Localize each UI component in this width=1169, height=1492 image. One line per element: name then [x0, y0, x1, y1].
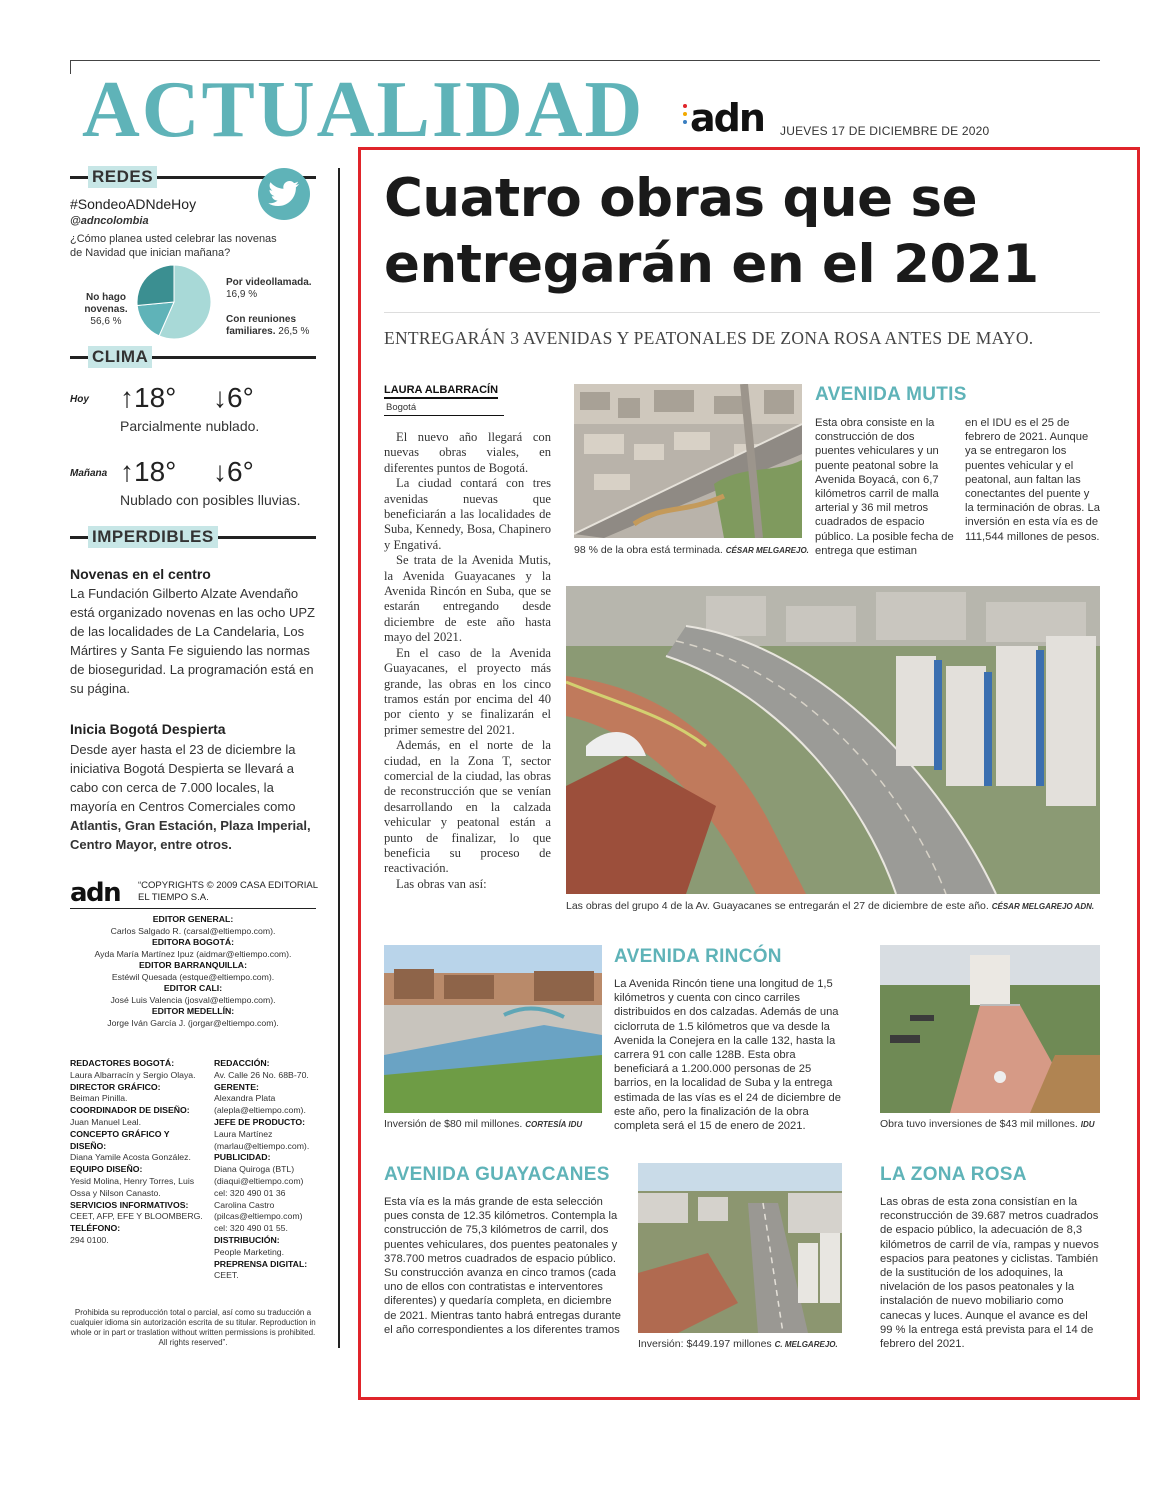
article-lead: El nuevo año llegará con nuevas obras viales, en diferentes puntos de Bogotá. La ciudad contará con tres avenidas nuevas que beneficiarán a las localidades de Suba, Kennedy, Bosa, Chapinero y Engativá. Se trata de la Avenida Mutis, la Avenida Guayacanes y la Avenida Rincón en Suba, que se estarán entregando desde diciembre de este año hasta mayo del 2021. En el caso de la Avenida Guayacanes, el proyecto más grande, las obras en los cinco tramos están por encima del 40 por ciento y se finalizarán el primer semestre del 2021. Además, en el norte de la ciudad, en la Zona T, sector comercial de la ciudad, las obras de reconstrucción que se venían desarrollando en la calzada vehicular y peatonal están a punto de finalizar, lo que beneficia su proceso de reactivación. Las obras van así:: [384, 430, 551, 891]
masthead-legal-notice: Prohibida su reproducción total o parcial, así como su traducción a cualquier idioma sin autorización escrita de su titular. Reproduction in whole or in part or traslation without written permissions is prohibited. All rights reserved”.: [70, 1308, 316, 1347]
mutis-body-col1: Esta obra consiste en la construcción de dos puentes vehiculares y un puente peatonal sobre la Avenida Boyacá, con 6,7 kilómetros carril de malla arterial y 36 mil metros cuadrados de espacio público. La posible fecha de entrega que estiman: [815, 417, 954, 557]
section-title: ACTUALIDAD: [82, 66, 645, 154]
zona-rosa-body: Las obras de esta zona consistían en la reconstrucción de 39.687 metros cuadrados de espacio público, la adecuación de 8,3 kilómetros de carril de vía, rampas y nuevos espacios para peatones y ciclistas. También de la sustitución de los adoquines, la nivelación de los pasos peatonales y la instalación de nuevo mobiliario como canecas y luces. Aunque el avance es del 99 % la entrega está prevista para el 14 de febrero del 2021.: [880, 1196, 1099, 1351]
poll-label-videollamada: Por videollamada. 16,9 %: [226, 277, 312, 300]
clima-tomorrow-description: Nublado con posibles lluvias.: [120, 492, 301, 508]
poll-hashtag: #SondeoADNdeHoy: [70, 196, 197, 212]
article-subheadline: ENTREGARÁN 3 AVENIDAS Y PEATONALES DE ZONA ROSA ANTES DE MAYO.: [384, 328, 1034, 348]
poll-label-reuniones: Con reuniones familiares. 26,5 %: [226, 314, 310, 337]
poll-label-no-novenas: No hago novenas. 56,6 %: [84, 292, 128, 327]
article-location: Bogotá: [386, 402, 417, 413]
pie-slice: [137, 265, 174, 305]
byline-rule: [384, 415, 504, 416]
imperdibles-header: [70, 526, 316, 548]
twitter-bird-icon: [258, 168, 310, 220]
zona-rosa-walkway-photo: [880, 945, 1100, 1113]
issue-date: JUEVES 17 DE DICIEMBRE DE 2020: [780, 124, 990, 138]
rincon-plaza-photo: [384, 945, 602, 1113]
guayacanes-main-caption: Las obras del grupo 4 de la Av. Guayacanes se entregarán el 27 de diciembre de este año. CÉSAR MELGAREJO ADN.: [566, 900, 1095, 912]
imperdibles-label: IMPERDIBLES: [88, 526, 218, 548]
poll-pie-chart: [136, 264, 212, 340]
mutis-title: AVENIDA MUTIS: [815, 384, 967, 405]
rincon-right-caption: Obra tuvo inversiones de $43 mil millones. IDU: [880, 1118, 1095, 1130]
adn-logo-dots-icon: [683, 104, 688, 134]
zona-rosa-title: LA ZONA ROSA: [880, 1164, 1027, 1185]
mutis-body-col2: en el IDU es el 25 de febrero de 2021. Aunque ya se entregaron los puentes vehicular y el peatonal, aun faltan las conectantes del puente y la terminación de obras. La inversión en esta vía es de 111,544 millones de pesos.: [965, 417, 1100, 543]
mutis-aerial-photo: [574, 384, 802, 538]
imperdible-title: Inicia Bogotá Despierta: [70, 721, 226, 737]
adn-logo: adn: [690, 96, 764, 140]
rincon-left-caption: Inversión de $80 mil millones. CORTESÍA IDU: [384, 1118, 583, 1130]
article-byline: LAURA ALBARRACÍN: [384, 384, 498, 399]
guayacanes-road-photo: [638, 1163, 842, 1333]
clima-today-label: Hoy: [70, 394, 89, 405]
guayacanes-aerial-photo: [566, 586, 1100, 894]
clima-tomorrow-high: ↑18°: [120, 456, 177, 487]
guayacanes-caption: Inversión: $449.197 millones C. MELGAREJO.: [638, 1338, 838, 1350]
poll-question: ¿Cómo planea usted celebrar las novenas de Navidad que inician mañana?: [70, 233, 277, 259]
clima-tomorrow-low: ↓6°: [213, 456, 254, 487]
masthead-copyright: “COPYRIGHTS © 2009 CASA EDITORIAL EL TIEMPO S.A.: [138, 880, 318, 903]
clima-header: [70, 346, 316, 368]
clima-today-high: ↑18°: [120, 382, 177, 413]
top-rule: [70, 60, 1100, 61]
rincon-body: La Avenida Rincón tiene una longitud de 1,5 kilómetros y cuenta con cinco carriles distribuidos en dos calzadas. Además de una ciclorruta de 1.5 kilómetros que va desde la Avenida la Conejera en la calle 132, hasta la carrera 91 con calle 128B. Esta obra beneficiará a 1.200.000 personas de 25 barrios, en la localidad de Suba y la entrega estimada de las vías es el 24 de diciembre de este año, pero la finalización de la obra completa será el 15 de enero de 2021.: [614, 978, 841, 1133]
masthead-editors: EDITOR GENERAL: Carlos Salgado R. (carsal@eltiempo.com). EDITORA BOGOTÁ: Ayda María Martínez Ipuz (aidmar@eltiempo.com). EDITOR BARRANQUILLA: Estéwil Quesada (estque@eltiempo.com). EDITOR CALI: José Luis Valencia (josval@eltiempo.com). EDITOR MEDELLÍN: Jorge Iván García J. (jorgar@eltiempo.com).: [94, 914, 292, 1028]
sidebar-divider: [338, 168, 340, 1348]
masthead-rule: [70, 908, 316, 909]
clima-today-low: ↓6°: [213, 382, 254, 413]
guayacanes-title: AVENIDA GUAYACANES: [384, 1164, 610, 1185]
headline-rule: [384, 312, 1100, 313]
clima-tomorrow-label: Mañana: [70, 468, 108, 479]
mutis-caption: 98 % de la obra está terminada. CÉSAR MELGAREJO.: [574, 544, 809, 556]
imperdible-body: La Fundación Gilberto Alzate Avendaño está organizado novenas en las ocho UPZ de las localidades de La Candelaria, Los Mártires y Santa Fe siguiendo las normas de bioseguridad. La programación está en su página.: [70, 586, 315, 696]
redes-label: REDES: [88, 166, 157, 188]
poll-handle: @adncolombia: [70, 215, 149, 227]
clima-today-description: Parcialmente nublado.: [120, 418, 260, 434]
top-rule-tick: [70, 60, 71, 74]
guayacanes-body: Esta vía es la más grande de esta selección pues consta de 12.35 kilómetros. Contempla la construcción de 75,3 kilómetros de carril, dos puentes vehiculares, dos puentes peatonales y 378.700 metros cuadrados de espacio público. Su construcción avanza en cinco tramos (cada uno de ellos con contratistas e interventores diferentes) y quedaría completa, en diciembre de 2021. Mientras tanto habrá entregas durante el año correspondientes a los diferentes tramos: [384, 1196, 621, 1336]
article-headline: Cuatro obras que se entregarán en el 2021: [384, 168, 1039, 295]
masthead-logo: adn: [70, 878, 121, 908]
imperdible-title: Novenas en el centro: [70, 566, 211, 582]
clima-label: CLIMA: [88, 346, 152, 368]
masthead-staff-left: REDACTORES BOGOTÁ: Laura Albarracín y Sergio Olaya. DIRECTOR GRÁFICO: Beiman Pinilla. COORDINADOR DE DISEÑO: Juan Manuel Leal. CONCEPTO GRÁFICO Y DISEÑO: Diana Yamile Acosta González. EQUIPO DISEÑO: Yesid Molina, Henry Torres, Luis Ossa y Nilson Canasto. SERVICIOS INFORMATIVOS: CEET, AFP, EFE Y BLOOMBERG. TELÉFONO: 294 0100.: [70, 1058, 203, 1245]
imperdible-body: Desde ayer hasta el 23 de diciembre la iniciativa Bogotá Despierta se llevará a cabo con cerca de 7.000 locales, la mayoría en Centros Comerciales como Atlantis, Gran Estación, Plaza Imperial, Centro Mayor, entre otros.: [70, 742, 311, 852]
rincon-title: AVENIDA RINCÓN: [614, 946, 782, 967]
masthead-staff-right: REDACCIÓN: Av. Calle 26 No. 68B-70. GERENTE: Alexandra Plata (alepla@eltiempo.com). JEFE DE PRODUCTO: Laura Martínez (marlau@eltiempo.com). PUBLICIDAD: Diana Quiroga (BTL) (diaqui@eltiempo.com) cel: 320 490 01 36 Carolina Castro (pilcas@eltiempo.com) cel: 320 490 01 55. DISTRIBUCIÓN: People Marketing. PREPRENSA DIGITAL: CEET.: [214, 1058, 310, 1281]
